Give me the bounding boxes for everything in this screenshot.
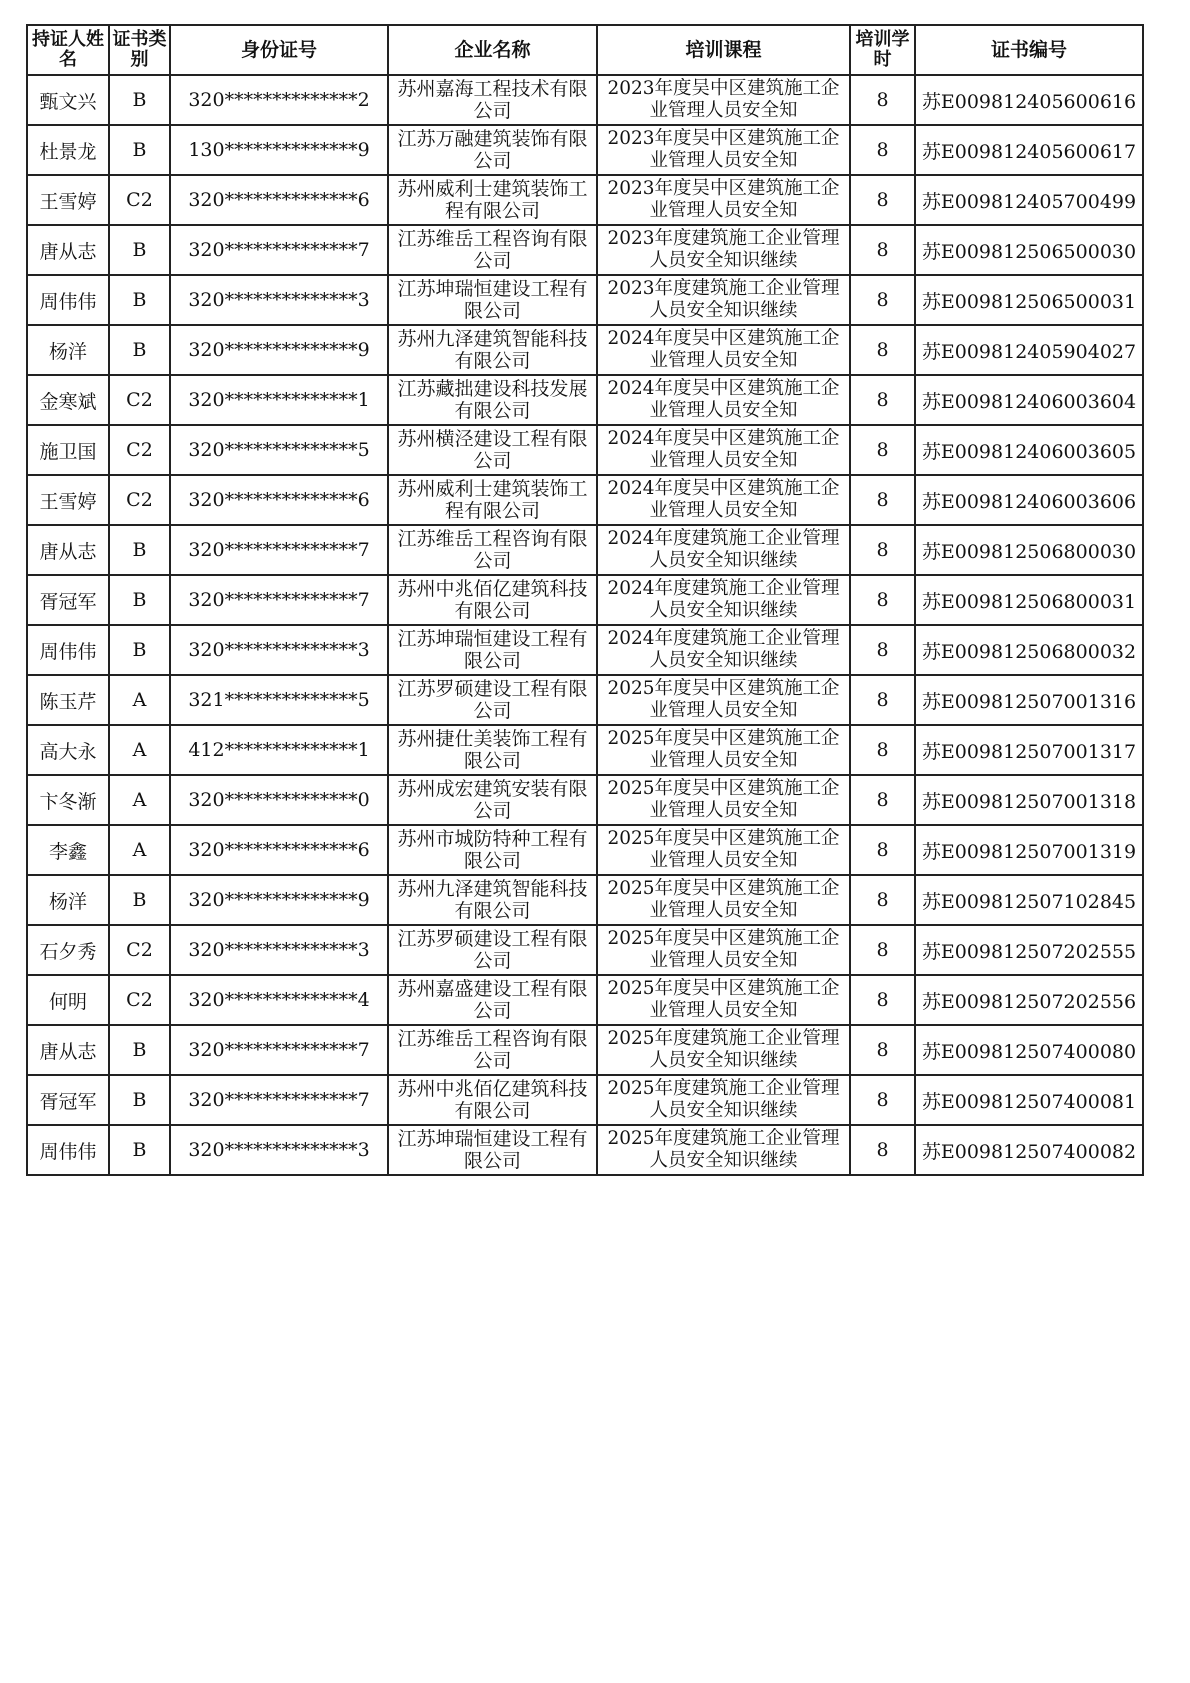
cell-category: B	[109, 125, 170, 175]
cell-name: 金寒斌	[27, 375, 109, 425]
cell-category: C2	[109, 175, 170, 225]
cell-company	[388, 225, 597, 275]
header-company: 企业名称	[388, 25, 597, 75]
cell-category: B	[109, 1025, 170, 1075]
table-row	[27, 125, 1143, 175]
cell-cert-no: 苏E009812506800032	[915, 625, 1143, 675]
cell-course	[597, 425, 850, 475]
cell-cert-no: 苏E009812507400082	[915, 1125, 1143, 1175]
cell-course	[597, 225, 850, 275]
cell-course-text: 2025年度吴中区建筑施工企业管理人员安全知	[607, 678, 840, 721]
cell-category: C2	[109, 475, 170, 525]
cell-category: B	[109, 875, 170, 925]
cell-id-number: 320**************6	[170, 175, 388, 225]
cell-category: A	[109, 725, 170, 775]
cell-company-text: 江苏罗硕建设工程有限公司	[397, 678, 588, 722]
cell-course	[597, 625, 850, 675]
cell-id-number: 320**************7	[170, 1025, 388, 1075]
cell-company	[388, 575, 597, 625]
cell-hours: 8	[850, 575, 915, 625]
cell-course-text: 2024年度吴中区建筑施工企业管理人员安全知	[607, 478, 840, 521]
cell-hours: 8	[850, 925, 915, 975]
cell-course-text: 2025年度吴中区建筑施工企业管理人员安全知	[607, 728, 840, 771]
cell-name: 李鑫	[27, 825, 109, 875]
cell-company-text: 江苏藏拙建设科技发展有限公司	[397, 378, 588, 422]
cell-id-number: 321**************5	[170, 675, 388, 725]
header-name: 持证人姓名	[27, 25, 109, 75]
cell-category: A	[109, 675, 170, 725]
header-cert-no: 证书编号	[915, 25, 1143, 75]
table-row	[27, 1075, 1143, 1125]
cell-category: B	[109, 275, 170, 325]
cell-company-text: 苏州中兆佰亿建筑科技有限公司	[397, 1078, 588, 1122]
cell-name: 杨洋	[27, 875, 109, 925]
cell-cert-no: 苏E009812405600616	[915, 75, 1143, 125]
cell-course-text: 2023年度吴中区建筑施工企业管理人员安全知	[607, 178, 840, 221]
cell-course	[597, 125, 850, 175]
cell-id-number: 320**************3	[170, 1125, 388, 1175]
cell-cert-no: 苏E009812507400081	[915, 1075, 1143, 1125]
cell-hours: 8	[850, 975, 915, 1025]
table-row	[27, 825, 1143, 875]
cell-category: C2	[109, 375, 170, 425]
cell-cert-no: 苏E009812507202555	[915, 925, 1143, 975]
cell-company	[388, 925, 597, 975]
cell-course-text: 2024年度吴中区建筑施工企业管理人员安全知	[607, 328, 840, 371]
cell-company	[388, 275, 597, 325]
cell-course-text: 2023年度吴中区建筑施工企业管理人员安全知	[607, 78, 840, 121]
table-row	[27, 925, 1143, 975]
cell-name: 王雪婷	[27, 175, 109, 225]
cell-name: 周伟伟	[27, 625, 109, 675]
cell-id-number: 320**************2	[170, 75, 388, 125]
cell-company	[388, 875, 597, 925]
cell-course	[597, 925, 850, 975]
cell-cert-no: 苏E009812507400080	[915, 1025, 1143, 1075]
cell-company	[388, 975, 597, 1025]
cell-id-number: 320**************7	[170, 225, 388, 275]
cell-company-text: 苏州成宏建筑安装有限公司	[397, 778, 588, 822]
cell-name: 施卫国	[27, 425, 109, 475]
cell-category: B	[109, 525, 170, 575]
cell-category: B	[109, 1075, 170, 1125]
cell-cert-no: 苏E009812507001317	[915, 725, 1143, 775]
cell-id-number: 320**************7	[170, 525, 388, 575]
cell-id-number: 320**************6	[170, 475, 388, 525]
cell-company	[388, 475, 597, 525]
cell-course	[597, 525, 850, 575]
cell-category: B	[109, 575, 170, 625]
cell-id-number: 320**************9	[170, 325, 388, 375]
cell-company	[388, 1075, 597, 1125]
cell-course	[597, 775, 850, 825]
cell-course-text: 2025年度吴中区建筑施工企业管理人员安全知	[607, 778, 840, 821]
cell-cert-no: 苏E009812405600617	[915, 125, 1143, 175]
table-row	[27, 175, 1143, 225]
cell-company-text: 江苏维岳工程咨询有限公司	[397, 1028, 588, 1072]
table-row	[27, 675, 1143, 725]
table-row	[27, 475, 1143, 525]
cell-course-text: 2025年度吴中区建筑施工企业管理人员安全知	[607, 828, 840, 871]
cell-cert-no: 苏E009812506500030	[915, 225, 1143, 275]
header-id-number: 身份证号	[170, 25, 388, 75]
cell-category: C2	[109, 975, 170, 1025]
cell-course-text: 2024年度建筑施工企业管理人员安全知识继续	[607, 628, 840, 671]
cell-hours: 8	[850, 625, 915, 675]
cell-id-number: 320**************5	[170, 425, 388, 475]
cell-company	[388, 1025, 597, 1075]
cell-company	[388, 125, 597, 175]
cell-cert-no: 苏E009812406003604	[915, 375, 1143, 425]
cell-course-text: 2025年度吴中区建筑施工企业管理人员安全知	[607, 928, 840, 971]
cell-cert-no: 苏E009812405700499	[915, 175, 1143, 225]
cell-id-number: 320**************4	[170, 975, 388, 1025]
cell-category: C2	[109, 925, 170, 975]
cell-company-text: 苏州市城防特种工程有限公司	[397, 828, 588, 872]
cell-course	[597, 725, 850, 775]
cell-company	[388, 1125, 597, 1175]
cell-course	[597, 175, 850, 225]
cell-course-text: 2024年度建筑施工企业管理人员安全知识继续	[607, 528, 840, 571]
cell-id-number: 130**************9	[170, 125, 388, 175]
cell-course-text: 2023年度建筑施工企业管理人员安全知识继续	[607, 228, 840, 271]
cell-company	[388, 75, 597, 125]
header-course: 培训课程	[597, 25, 850, 75]
table-row	[27, 425, 1143, 475]
cell-cert-no: 苏E009812406003605	[915, 425, 1143, 475]
cell-course	[597, 975, 850, 1025]
cell-hours: 8	[850, 125, 915, 175]
cell-category: B	[109, 75, 170, 125]
cell-hours: 8	[850, 1125, 915, 1175]
cell-name: 陈玉芹	[27, 675, 109, 725]
cell-name: 胥冠军	[27, 575, 109, 625]
cell-course-text: 2024年度吴中区建筑施工企业管理人员安全知	[607, 428, 840, 471]
cell-category: B	[109, 225, 170, 275]
cell-cert-no: 苏E009812507001318	[915, 775, 1143, 825]
cell-name: 石夕秀	[27, 925, 109, 975]
cell-company	[388, 675, 597, 725]
cell-course	[597, 275, 850, 325]
table-row	[27, 275, 1143, 325]
cell-company-text: 江苏维岳工程咨询有限公司	[397, 528, 588, 572]
table-row	[27, 775, 1143, 825]
cell-hours: 8	[850, 175, 915, 225]
cell-name: 杨洋	[27, 325, 109, 375]
cell-course	[597, 375, 850, 425]
cell-id-number: 320**************3	[170, 625, 388, 675]
table-header	[27, 25, 1143, 75]
cell-hours: 8	[850, 325, 915, 375]
cell-hours: 8	[850, 475, 915, 525]
cell-id-number: 412**************1	[170, 725, 388, 775]
cell-hours: 8	[850, 1025, 915, 1075]
cell-name: 卞冬渐	[27, 775, 109, 825]
cell-course	[597, 825, 850, 875]
cell-company-text: 苏州九泽建筑智能科技有限公司	[397, 878, 588, 922]
cell-company-text: 苏州九泽建筑智能科技有限公司	[397, 328, 588, 372]
cell-id-number: 320**************6	[170, 825, 388, 875]
cell-course	[597, 1125, 850, 1175]
cell-company-text: 苏州威利士建筑装饰工程有限公司	[397, 478, 588, 522]
cell-hours: 8	[850, 725, 915, 775]
table-body	[27, 75, 1143, 1175]
cell-course	[597, 575, 850, 625]
cell-course-text: 2025年度吴中区建筑施工企业管理人员安全知	[607, 878, 840, 921]
cell-category: B	[109, 1125, 170, 1175]
table-row	[27, 325, 1143, 375]
cell-hours: 8	[850, 425, 915, 475]
cell-cert-no: 苏E009812405904027	[915, 325, 1143, 375]
cell-name: 唐从志	[27, 225, 109, 275]
cell-company-text: 江苏坤瑞恒建设工程有限公司	[397, 278, 588, 322]
cell-company-text: 江苏坤瑞恒建设工程有限公司	[397, 1128, 588, 1172]
cell-course-text: 2025年度建筑施工企业管理人员安全知识继续	[607, 1128, 840, 1171]
cell-company	[388, 325, 597, 375]
cell-hours: 8	[850, 1075, 915, 1125]
table-row	[27, 375, 1143, 425]
cell-course	[597, 325, 850, 375]
cell-cert-no: 苏E009812507001319	[915, 825, 1143, 875]
cell-course-text: 2025年度吴中区建筑施工企业管理人员安全知	[607, 978, 840, 1021]
cell-name: 胥冠军	[27, 1075, 109, 1125]
cell-category: C2	[109, 425, 170, 475]
cell-category: B	[109, 325, 170, 375]
cell-hours: 8	[850, 225, 915, 275]
cell-course	[597, 1075, 850, 1125]
cell-company-text: 苏州中兆佰亿建筑科技有限公司	[397, 578, 588, 622]
cell-company	[388, 425, 597, 475]
cell-course	[597, 875, 850, 925]
cell-id-number: 320**************7	[170, 1075, 388, 1125]
table-row	[27, 525, 1143, 575]
table-row	[27, 625, 1143, 675]
header-hours: 培训学时	[850, 25, 915, 75]
cell-id-number: 320**************3	[170, 925, 388, 975]
cell-id-number: 320**************7	[170, 575, 388, 625]
table-row	[27, 225, 1143, 275]
cell-id-number: 320**************3	[170, 275, 388, 325]
cell-course	[597, 1025, 850, 1075]
cell-cert-no: 苏E009812506800031	[915, 575, 1143, 625]
cell-course-text: 2023年度吴中区建筑施工企业管理人员安全知	[607, 128, 840, 171]
cell-hours: 8	[850, 525, 915, 575]
cell-company-text: 苏州横泾建设工程有限公司	[397, 428, 588, 472]
header-row	[27, 25, 1143, 75]
cell-course-text: 2024年度建筑施工企业管理人员安全知识继续	[607, 578, 840, 621]
cell-name: 高大永	[27, 725, 109, 775]
cell-cert-no: 苏E009812507202556	[915, 975, 1143, 1025]
table-row	[27, 1025, 1143, 1075]
cell-company-text: 苏州捷仕美装饰工程有限公司	[397, 728, 588, 772]
table-row	[27, 1125, 1143, 1175]
header-category: 证书类别	[109, 25, 170, 75]
cell-company	[388, 725, 597, 775]
table-row	[27, 875, 1143, 925]
cell-company	[388, 625, 597, 675]
cell-company	[388, 525, 597, 575]
cell-name: 何明	[27, 975, 109, 1025]
cell-company	[388, 825, 597, 875]
cell-cert-no: 苏E009812507001316	[915, 675, 1143, 725]
cell-company	[388, 175, 597, 225]
cell-name: 唐从志	[27, 1025, 109, 1075]
cell-name: 甄文兴	[27, 75, 109, 125]
cell-category: A	[109, 775, 170, 825]
cell-course-text: 2025年度建筑施工企业管理人员安全知识继续	[607, 1028, 840, 1071]
cell-course	[597, 75, 850, 125]
cell-category: B	[109, 625, 170, 675]
cell-company	[388, 375, 597, 425]
cell-hours: 8	[850, 875, 915, 925]
cell-company-text: 江苏万融建筑装饰有限公司	[397, 128, 588, 172]
table-row	[27, 575, 1143, 625]
cell-company	[388, 775, 597, 825]
table-row	[27, 75, 1143, 125]
cell-company-text: 苏州威利士建筑装饰工程有限公司	[397, 178, 588, 222]
cell-category: A	[109, 825, 170, 875]
cell-course	[597, 475, 850, 525]
cell-hours: 8	[850, 275, 915, 325]
cell-name: 王雪婷	[27, 475, 109, 525]
cell-company-text: 苏州嘉盛建设工程有限公司	[397, 978, 588, 1022]
cell-name: 周伟伟	[27, 1125, 109, 1175]
cell-course-text: 2025年度建筑施工企业管理人员安全知识继续	[607, 1078, 840, 1121]
cell-name: 周伟伟	[27, 275, 109, 325]
cell-company-text: 江苏坤瑞恒建设工程有限公司	[397, 628, 588, 672]
cell-cert-no: 苏E009812406003606	[915, 475, 1143, 525]
table-row	[27, 725, 1143, 775]
table-row	[27, 975, 1143, 1025]
cell-course	[597, 675, 850, 725]
cell-id-number: 320**************9	[170, 875, 388, 925]
cell-hours: 8	[850, 375, 915, 425]
cell-company-text: 苏州嘉海工程技术有限公司	[397, 78, 588, 122]
cell-cert-no: 苏E009812506800030	[915, 525, 1143, 575]
cell-course-text: 2023年度建筑施工企业管理人员安全知识继续	[607, 278, 840, 321]
cell-name: 唐从志	[27, 525, 109, 575]
cell-hours: 8	[850, 675, 915, 725]
cell-id-number: 320**************0	[170, 775, 388, 825]
certificate-table	[26, 24, 1144, 1176]
cell-hours: 8	[850, 775, 915, 825]
cell-name: 杜景龙	[27, 125, 109, 175]
cell-id-number: 320**************1	[170, 375, 388, 425]
cell-cert-no: 苏E009812506500031	[915, 275, 1143, 325]
cell-cert-no: 苏E009812507102845	[915, 875, 1143, 925]
cell-hours: 8	[850, 75, 915, 125]
cell-company-text: 江苏罗硕建设工程有限公司	[397, 928, 588, 972]
cell-hours: 8	[850, 825, 915, 875]
cell-company-text: 江苏维岳工程咨询有限公司	[397, 228, 588, 272]
cell-course-text: 2024年度吴中区建筑施工企业管理人员安全知	[607, 378, 840, 421]
